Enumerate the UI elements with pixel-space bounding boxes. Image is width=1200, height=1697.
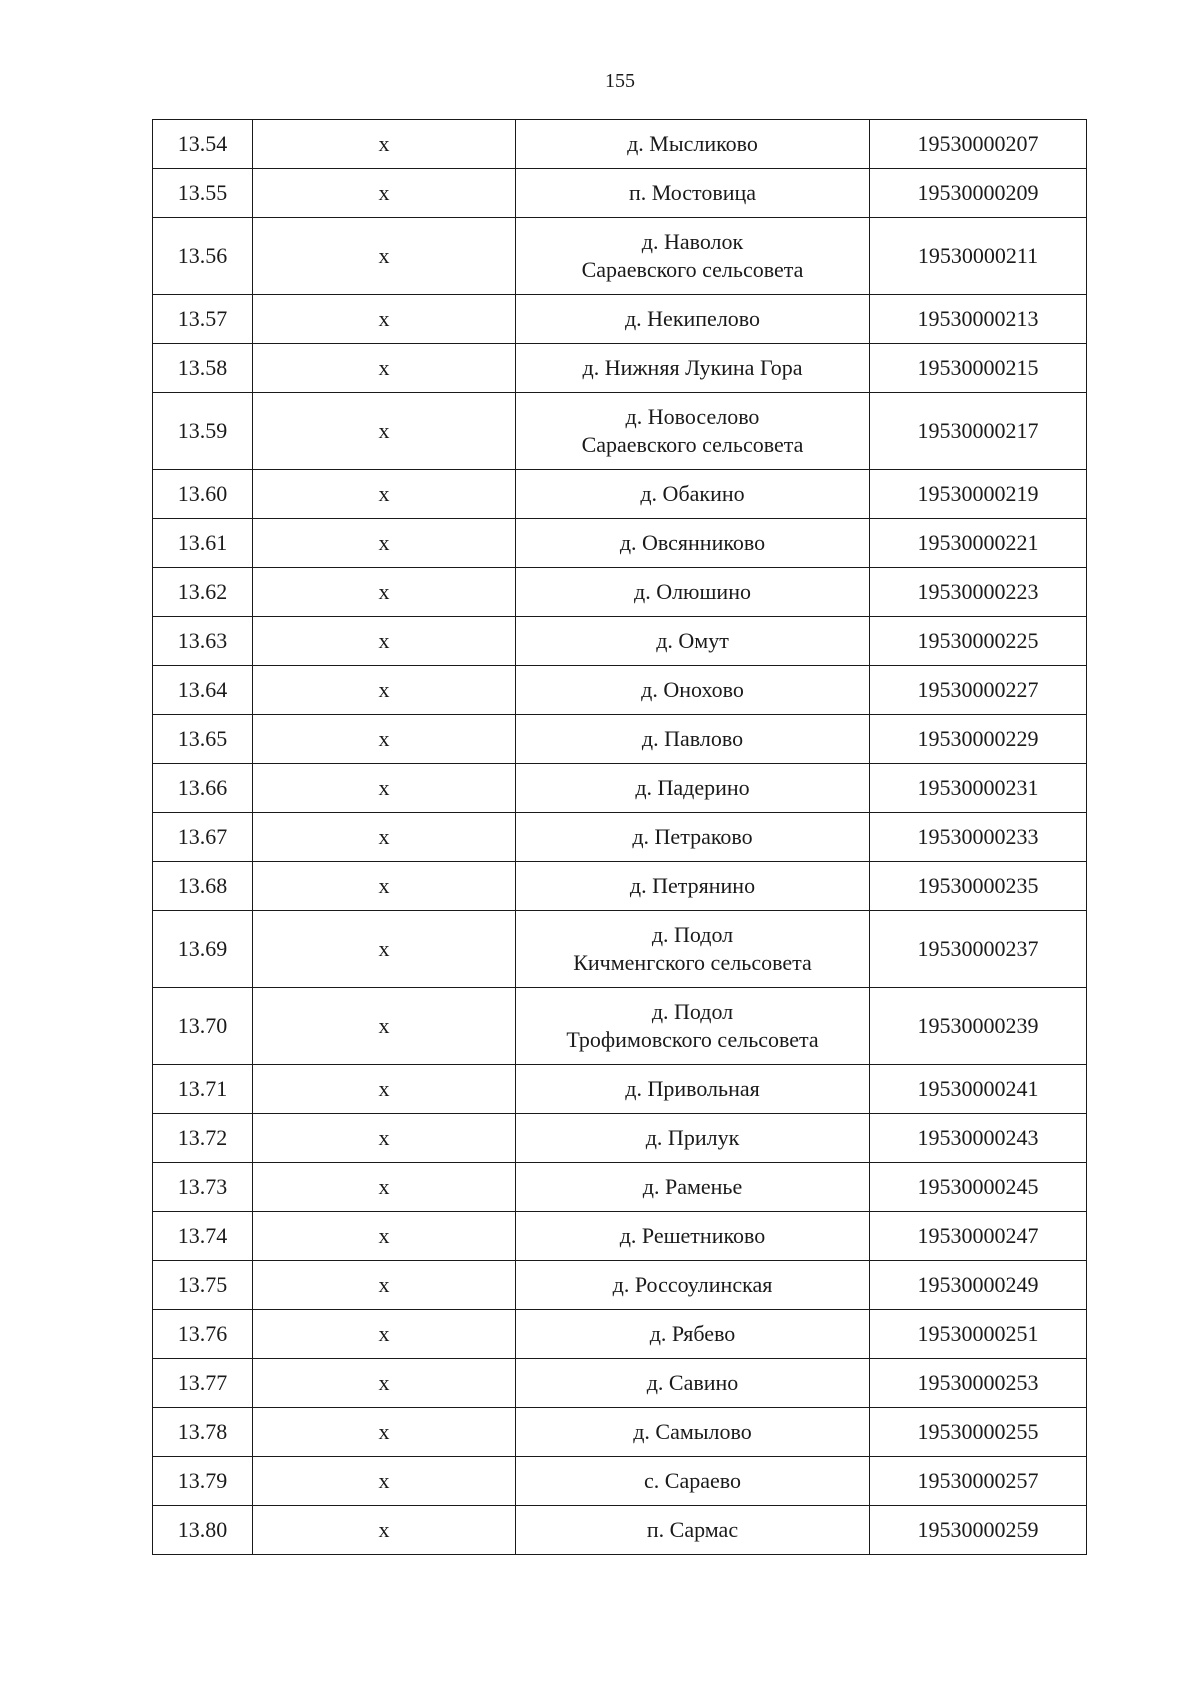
mark-cell: х <box>253 666 516 715</box>
code-cell: 19530000221 <box>870 519 1087 568</box>
row-number-cell: 13.61 <box>153 519 253 568</box>
settlement-name-cell <box>516 1506 870 1555</box>
code-cell: 19530000213 <box>870 295 1087 344</box>
mark-cell: х <box>253 568 516 617</box>
settlement-name-line1: д. Онохово <box>641 677 744 702</box>
code-cell: 19530000215 <box>870 344 1087 393</box>
row-number-cell: 13.55 <box>153 169 253 218</box>
table-row <box>153 1408 1087 1457</box>
mark-cell: х <box>253 1065 516 1114</box>
table-body <box>153 120 1087 1555</box>
row-number-cell: 13.75 <box>153 1261 253 1310</box>
settlement-name-line1: д. Обакино <box>640 481 745 506</box>
row-number-cell: 13.69 <box>153 911 253 988</box>
settlement-name-cell <box>516 988 870 1065</box>
table-row <box>153 470 1087 519</box>
settlement-name-line1: д. Савино <box>646 1370 739 1395</box>
code-cell: 19530000257 <box>870 1457 1087 1506</box>
settlement-name-cell <box>516 813 870 862</box>
table-row <box>153 344 1087 393</box>
code-cell: 19530000259 <box>870 1506 1087 1555</box>
settlement-name-line1: д. Привольная <box>625 1076 760 1101</box>
code-cell: 19530000223 <box>870 568 1087 617</box>
settlement-name-cell <box>516 470 870 519</box>
row-number-cell: 13.54 <box>153 120 253 169</box>
row-number-cell: 13.65 <box>153 715 253 764</box>
row-number-cell: 13.66 <box>153 764 253 813</box>
mark-cell: х <box>253 764 516 813</box>
table-row <box>153 120 1087 169</box>
row-number-cell: 13.68 <box>153 862 253 911</box>
row-number-cell: 13.77 <box>153 1359 253 1408</box>
mark-cell: х <box>253 1261 516 1310</box>
settlement-name-line1: д. Россоулинская <box>612 1272 773 1297</box>
code-cell: 19530000229 <box>870 715 1087 764</box>
settlement-name-line1: д. Наволок <box>641 229 744 254</box>
mark-cell: х <box>253 617 516 666</box>
settlement-name-line1: д. Самылово <box>633 1419 752 1444</box>
mark-cell: х <box>253 911 516 988</box>
table-row <box>153 1261 1087 1310</box>
table-row <box>153 988 1087 1065</box>
mark-cell: х <box>253 1408 516 1457</box>
row-number-cell: 13.73 <box>153 1163 253 1212</box>
mark-cell: х <box>253 1114 516 1163</box>
code-cell: 19530000237 <box>870 911 1087 988</box>
mark-cell: х <box>253 295 516 344</box>
code-cell: 19530000251 <box>870 1310 1087 1359</box>
settlement-name-cell <box>516 1457 870 1506</box>
settlement-name-line1: д. Петраково <box>632 824 753 849</box>
table-row <box>153 169 1087 218</box>
mark-cell: х <box>253 1506 516 1555</box>
settlement-name-line1: д. Подол <box>651 922 734 947</box>
table-row <box>153 393 1087 470</box>
settlement-name-cell <box>516 617 870 666</box>
table-row <box>153 764 1087 813</box>
code-cell: 19530000247 <box>870 1212 1087 1261</box>
row-number-cell: 13.63 <box>153 617 253 666</box>
code-cell: 19530000255 <box>870 1408 1087 1457</box>
settlement-name-cell <box>516 344 870 393</box>
mark-cell: х <box>253 813 516 862</box>
row-number-cell: 13.76 <box>153 1310 253 1359</box>
table-row <box>153 813 1087 862</box>
code-cell: 19530000209 <box>870 169 1087 218</box>
row-number-cell: 13.70 <box>153 988 253 1065</box>
code-cell: 19530000249 <box>870 1261 1087 1310</box>
row-number-cell: 13.60 <box>153 470 253 519</box>
table-row <box>153 1310 1087 1359</box>
settlement-name-line1: д. Прилук <box>645 1125 740 1150</box>
mark-cell: х <box>253 169 516 218</box>
settlement-name-line2: Кичменгского сельсовета <box>573 950 812 975</box>
settlement-name-cell <box>516 1359 870 1408</box>
code-cell: 19530000241 <box>870 1065 1087 1114</box>
mark-cell: х <box>253 1163 516 1212</box>
code-cell: 19530000235 <box>870 862 1087 911</box>
table-row <box>153 295 1087 344</box>
settlement-name-cell <box>516 1261 870 1310</box>
settlement-name-line1: д. Нижняя Лукина Гора <box>582 355 803 380</box>
code-cell: 19530000211 <box>870 218 1087 295</box>
row-number-cell: 13.80 <box>153 1506 253 1555</box>
settlement-table <box>152 119 1087 1555</box>
row-number-cell: 13.56 <box>153 218 253 295</box>
settlement-name-line2: Сараевского сельсовета <box>581 257 804 282</box>
table-row <box>153 1114 1087 1163</box>
settlement-name-cell <box>516 218 870 295</box>
settlement-name-cell <box>516 169 870 218</box>
mark-cell: х <box>253 470 516 519</box>
settlement-name-line1: д. Раменье <box>642 1174 743 1199</box>
settlement-name-cell <box>516 1114 870 1163</box>
code-cell: 19530000233 <box>870 813 1087 862</box>
row-number-cell: 13.74 <box>153 1212 253 1261</box>
table-row <box>153 911 1087 988</box>
table-row <box>153 568 1087 617</box>
code-cell: 19530000231 <box>870 764 1087 813</box>
settlement-name-cell <box>516 568 870 617</box>
mark-cell: х <box>253 120 516 169</box>
table-row <box>153 1212 1087 1261</box>
table-row <box>153 1163 1087 1212</box>
row-number-cell: 13.71 <box>153 1065 253 1114</box>
settlement-name-line1: д. Овсянниково <box>619 530 766 555</box>
table-row <box>153 715 1087 764</box>
code-cell: 19530000207 <box>870 120 1087 169</box>
code-cell: 19530000225 <box>870 617 1087 666</box>
mark-cell: х <box>253 344 516 393</box>
settlement-name-line1: д. Рябево <box>649 1321 736 1346</box>
settlement-name-line1: п. Мостовица <box>628 180 757 205</box>
mark-cell: х <box>253 862 516 911</box>
mark-cell: х <box>253 1359 516 1408</box>
settlement-name-line1: д. Омут <box>656 628 729 653</box>
settlement-name-cell <box>516 1065 870 1114</box>
settlement-name-line2: Сараевского сельсовета <box>581 432 804 457</box>
row-number-cell: 13.57 <box>153 295 253 344</box>
settlement-name-cell <box>516 1408 870 1457</box>
row-number-cell: 13.62 <box>153 568 253 617</box>
settlement-name-line1: д. Олюшино <box>634 579 751 604</box>
code-cell: 19530000217 <box>870 393 1087 470</box>
settlement-name-line1: д. Подол <box>651 999 734 1024</box>
settlement-name-line1: д. Павлово <box>641 726 744 751</box>
code-cell: 19530000227 <box>870 666 1087 715</box>
mark-cell: х <box>253 1212 516 1261</box>
settlement-name-cell <box>516 1163 870 1212</box>
mark-cell: х <box>253 715 516 764</box>
row-number-cell: 13.64 <box>153 666 253 715</box>
table-row <box>153 519 1087 568</box>
mark-cell: х <box>253 1457 516 1506</box>
settlement-name-cell <box>516 666 870 715</box>
settlement-name-cell <box>516 120 870 169</box>
mark-cell: х <box>253 519 516 568</box>
mark-cell: х <box>253 988 516 1065</box>
page-number: 155 <box>605 70 635 92</box>
settlement-name-cell <box>516 764 870 813</box>
settlement-name-cell <box>516 862 870 911</box>
mark-cell: х <box>253 393 516 470</box>
table-row <box>153 1065 1087 1114</box>
settlement-name-line1: д. Мысликово <box>627 131 758 156</box>
table-row <box>153 1506 1087 1555</box>
settlement-name-line1: д. Петрянино <box>629 873 756 898</box>
settlement-name-cell <box>516 393 870 470</box>
code-cell: 19530000243 <box>870 1114 1087 1163</box>
settlement-name-line2: Трофимовского сельсовета <box>566 1027 819 1052</box>
settlement-name-line1: п. Сармас <box>646 1517 739 1542</box>
code-cell: 19530000245 <box>870 1163 1087 1212</box>
settlement-name-cell <box>516 715 870 764</box>
table-row <box>153 617 1087 666</box>
table-row <box>153 666 1087 715</box>
settlement-name-line1: д. Решетниково <box>619 1223 766 1248</box>
row-number-cell: 13.59 <box>153 393 253 470</box>
mark-cell: х <box>253 1310 516 1359</box>
row-number-cell: 13.79 <box>153 1457 253 1506</box>
settlement-name-cell <box>516 1212 870 1261</box>
settlement-name-line1: д. Новоселово <box>625 404 760 429</box>
table-row <box>153 1457 1087 1506</box>
mark-cell: х <box>253 218 516 295</box>
table-row <box>153 218 1087 295</box>
settlement-name-cell <box>516 295 870 344</box>
code-cell: 19530000253 <box>870 1359 1087 1408</box>
row-number-cell: 13.67 <box>153 813 253 862</box>
table-row <box>153 862 1087 911</box>
code-cell: 19530000239 <box>870 988 1087 1065</box>
settlement-name-cell <box>516 519 870 568</box>
settlement-name-line1: д. Падерино <box>635 775 750 800</box>
settlement-name-line1: с. Сараево <box>644 1468 741 1493</box>
settlement-name-line1: д. Некипелово <box>624 306 761 331</box>
code-cell: 19530000219 <box>870 470 1087 519</box>
row-number-cell: 13.58 <box>153 344 253 393</box>
settlement-name-cell <box>516 1310 870 1359</box>
row-number-cell: 13.78 <box>153 1408 253 1457</box>
table-row <box>153 1359 1087 1408</box>
settlement-name-cell <box>516 911 870 988</box>
row-number-cell: 13.72 <box>153 1114 253 1163</box>
